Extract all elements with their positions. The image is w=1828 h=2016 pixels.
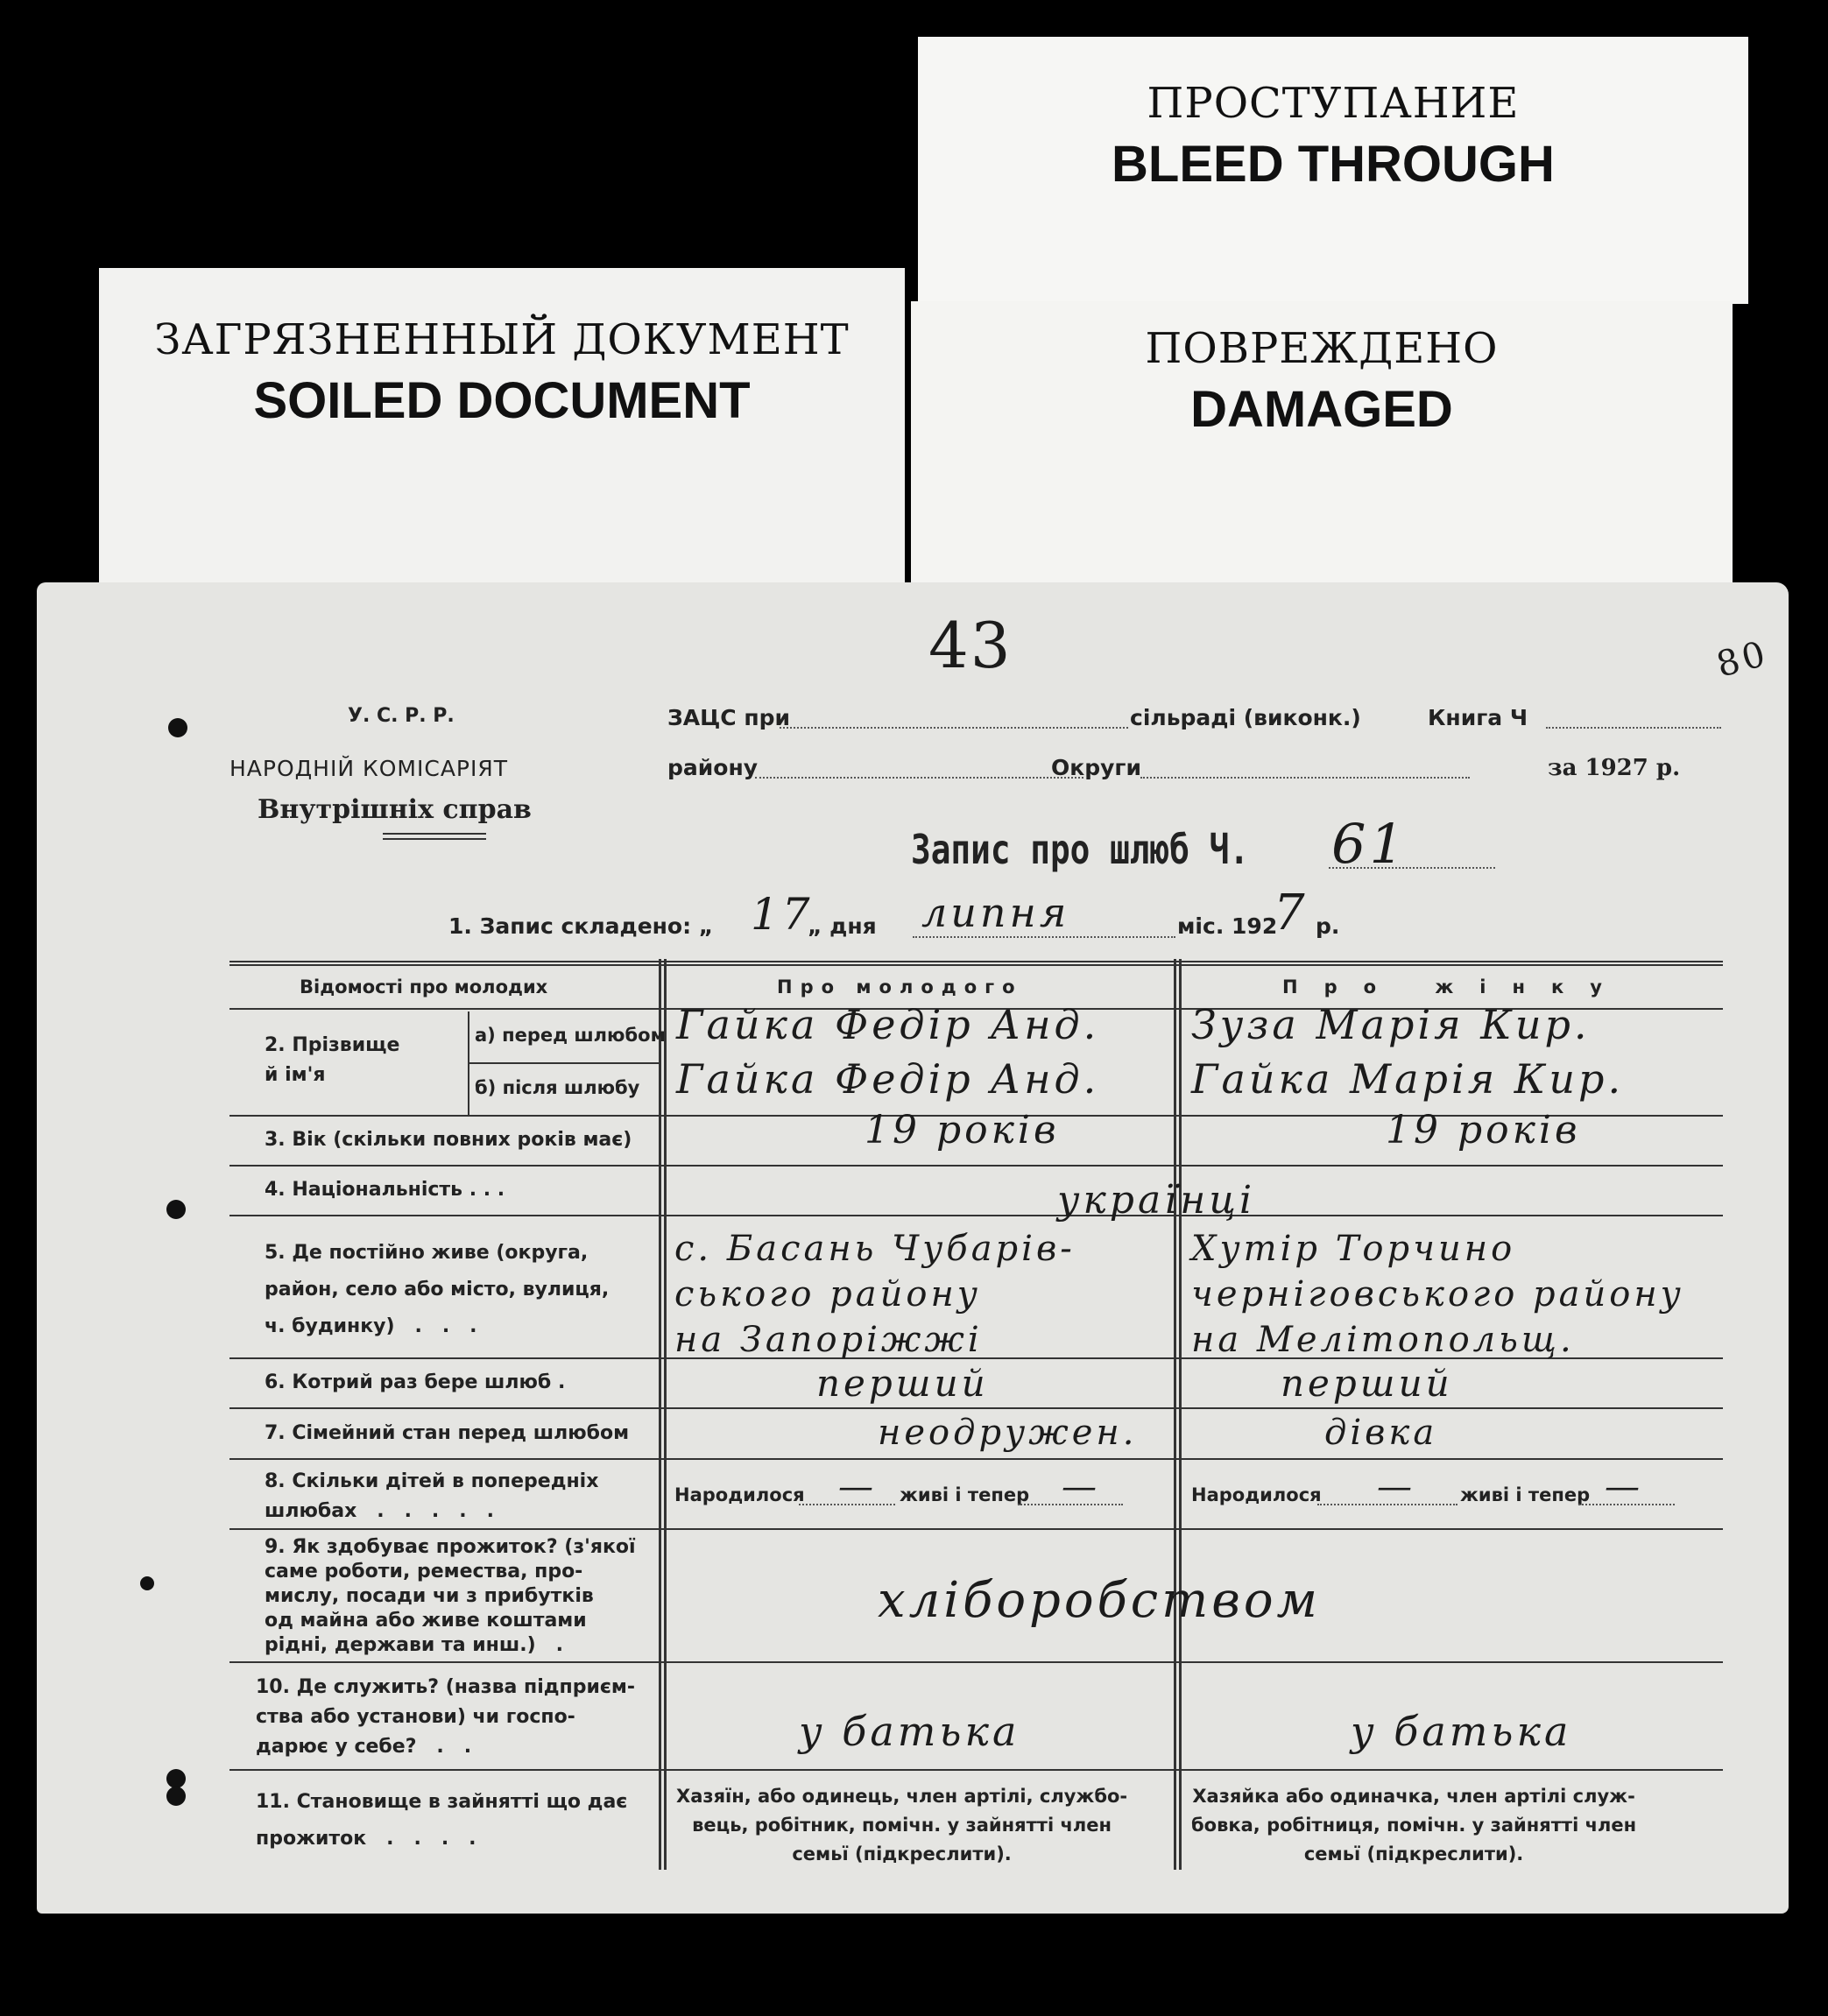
internal-affairs-label: Внутрішніх справ (258, 794, 532, 825)
row11-label: 11. Становище в зайнятті що дає прожиток . . . . (256, 1791, 628, 1850)
row-line (229, 1661, 1723, 1663)
groom-residence: с. Басань Чубарів- ського району на Запоріжжі (674, 1229, 1076, 1360)
header-info: Відомості про молодих (300, 976, 548, 997)
bride-status: дівка (1324, 1413, 1438, 1453)
bleed-through-ru-label: ПРОСТУПАНИЕ (1147, 79, 1520, 128)
bride-occupation-status: Хазяйка або одиначка, член артілі служ- бовка, робітниця, помічн. у зайнятті член семьї (підкреслити). (1191, 1786, 1637, 1864)
bride-workplace: у батька (1351, 1708, 1572, 1755)
groom-alive-label: живі і тепер (900, 1484, 1030, 1505)
damaged-card (911, 301, 1733, 603)
livelihood: хліборобством (878, 1572, 1321, 1629)
zags-field (780, 727, 1128, 729)
column-divider (664, 959, 667, 1870)
record-mis-label: міс. 192 (1177, 913, 1278, 939)
punch-hole (168, 718, 187, 737)
commissariat-label: НАРОДНІЙ КОМІСАРІЯТ (229, 756, 509, 781)
row9-label: 9. Як здобуває прожиток? (з'якої саме роботи, ремества, про- мислу, посади чи з прибутків од майна або живе коштами рідні, держави та инш.) . (265, 1536, 636, 1656)
row6-label: 6. Котрий раз бере шлюб . (265, 1371, 566, 1393)
record-month: липня (921, 889, 1070, 936)
row4-label: 4. Національність . . . (265, 1179, 505, 1201)
row10-label: 10. Де служить? (назва підприєм- ства або установи) чи госпо- дарює у себе? . . (256, 1676, 636, 1758)
ussr-label: У. С. Р. Р. (348, 705, 455, 727)
bride-alive-value: — (1605, 1467, 1643, 1507)
punch-hole (166, 1769, 186, 1788)
record-day-suffix: „ дня (808, 913, 877, 939)
soiled-document-ru-label: ЗАГРЯЗНЕННЫЙ ДОКУМЕНТ (154, 315, 850, 364)
bride-born-value: — (1377, 1467, 1415, 1507)
row-line (229, 1407, 1723, 1409)
row-line (229, 1165, 1723, 1167)
row-line (468, 1062, 659, 1064)
row5-label: 5. Де постійно живе (округа, район, село або місто, вулиця, ч. будинку) . . . (265, 1242, 610, 1337)
divider (383, 838, 486, 840)
bride-residence: Хутір Торчино черніговського району на Мелітопольщ. (1191, 1229, 1684, 1360)
column-divider (1174, 959, 1176, 1870)
groom-name-after: Гайка Федір Анд. (676, 1055, 1100, 1103)
bride-times: перший (1281, 1362, 1453, 1405)
punch-hole (166, 1200, 186, 1219)
soiled-document-en-label: SOILED DOCUMENT (253, 372, 751, 429)
record-title: Запис про шлюб Ч. (911, 826, 1250, 873)
row2-label: 2. Прізвище й ім'я (265, 1034, 400, 1086)
page-number-mark: 43 (928, 609, 1013, 682)
groom-times: перший (816, 1362, 989, 1405)
row3-label: 3. Вік (скільки повних років має) (265, 1129, 632, 1151)
divider (383, 833, 486, 835)
punch-hole (166, 1787, 186, 1806)
column-divider (1179, 959, 1182, 1870)
groom-workplace: у батька (799, 1708, 1020, 1755)
row7-label: 7. Сімейний стан перед шлюбом (265, 1422, 630, 1444)
groom-alive-value: — (1062, 1467, 1100, 1507)
okrugy-field (1140, 777, 1470, 779)
marriage-record-form (37, 582, 1789, 1914)
groom-born-label: Народилося (674, 1484, 805, 1505)
bleed-through-en-label: BLEED THROUGH (1112, 136, 1555, 193)
punch-hole (140, 1576, 154, 1590)
record-date-label: 1. Запис складено: „ (448, 913, 714, 939)
year-label: за 1927 р. (1548, 755, 1681, 781)
row-line (229, 1769, 1723, 1771)
row-line (229, 1215, 1723, 1216)
book-label: Книга Ч (1428, 705, 1528, 730)
groom-status: неодружен. (878, 1413, 1138, 1453)
damaged-ru-label: ПОВРЕЖДЕНО (1145, 324, 1499, 373)
damaged-en-label: DAMAGED (1190, 381, 1453, 438)
corner-number-mark: 80 (1712, 633, 1773, 686)
row2b-label: б) після шлюбу (475, 1077, 640, 1098)
bleed-through-card (918, 37, 1748, 304)
groom-age: 19 років (865, 1108, 1060, 1153)
groom-born-value: — (838, 1467, 877, 1507)
record-month-field (913, 936, 1175, 938)
record-number-field (1329, 867, 1495, 869)
groom-name-before: Гайка Федір Анд. (676, 1001, 1100, 1048)
zags-label: ЗАЦС при (667, 705, 791, 730)
bride-age: 19 років (1386, 1108, 1581, 1153)
groom-occupation-status: Хазяїн, або одинець, член артілі, службо- вець, робітник, помічн. у зайнятті член семьї (підкреслити). (676, 1786, 1128, 1864)
soiled-document-card (99, 268, 905, 601)
okrugy-label: Округи (1051, 755, 1141, 780)
book-field (1546, 727, 1721, 729)
table-top-line (229, 964, 1723, 966)
row2a-label: а) перед шлюбом (475, 1025, 666, 1046)
header-groom: Про молодого (777, 976, 1023, 997)
row8-label: 8. Скільки дітей в попередніх шлюбах . . . . . (265, 1470, 599, 1522)
header-bride: Про жінку (1282, 976, 1628, 997)
bride-name-before: Зуза Марія Кир. (1191, 1001, 1591, 1048)
record-day: 17 (751, 889, 814, 940)
raion-field (755, 777, 1083, 779)
record-r-label: р. (1316, 913, 1340, 939)
table-top-line (229, 961, 1723, 962)
bride-born-label: Народилося (1191, 1484, 1322, 1505)
bride-alive-label: живі і тепер (1460, 1484, 1591, 1505)
record-year-digit: 7 (1274, 885, 1309, 941)
record-number: 61 (1331, 812, 1408, 876)
row-line (229, 1458, 1723, 1460)
raion-label: району (667, 755, 759, 780)
bride-name-after: Гайка Марія Кир. (1191, 1055, 1625, 1103)
column-divider (659, 959, 661, 1870)
nationality: українці (1057, 1178, 1256, 1223)
silradi-label: сільраді (виконк.) (1130, 705, 1361, 730)
row-line (229, 1528, 1723, 1530)
